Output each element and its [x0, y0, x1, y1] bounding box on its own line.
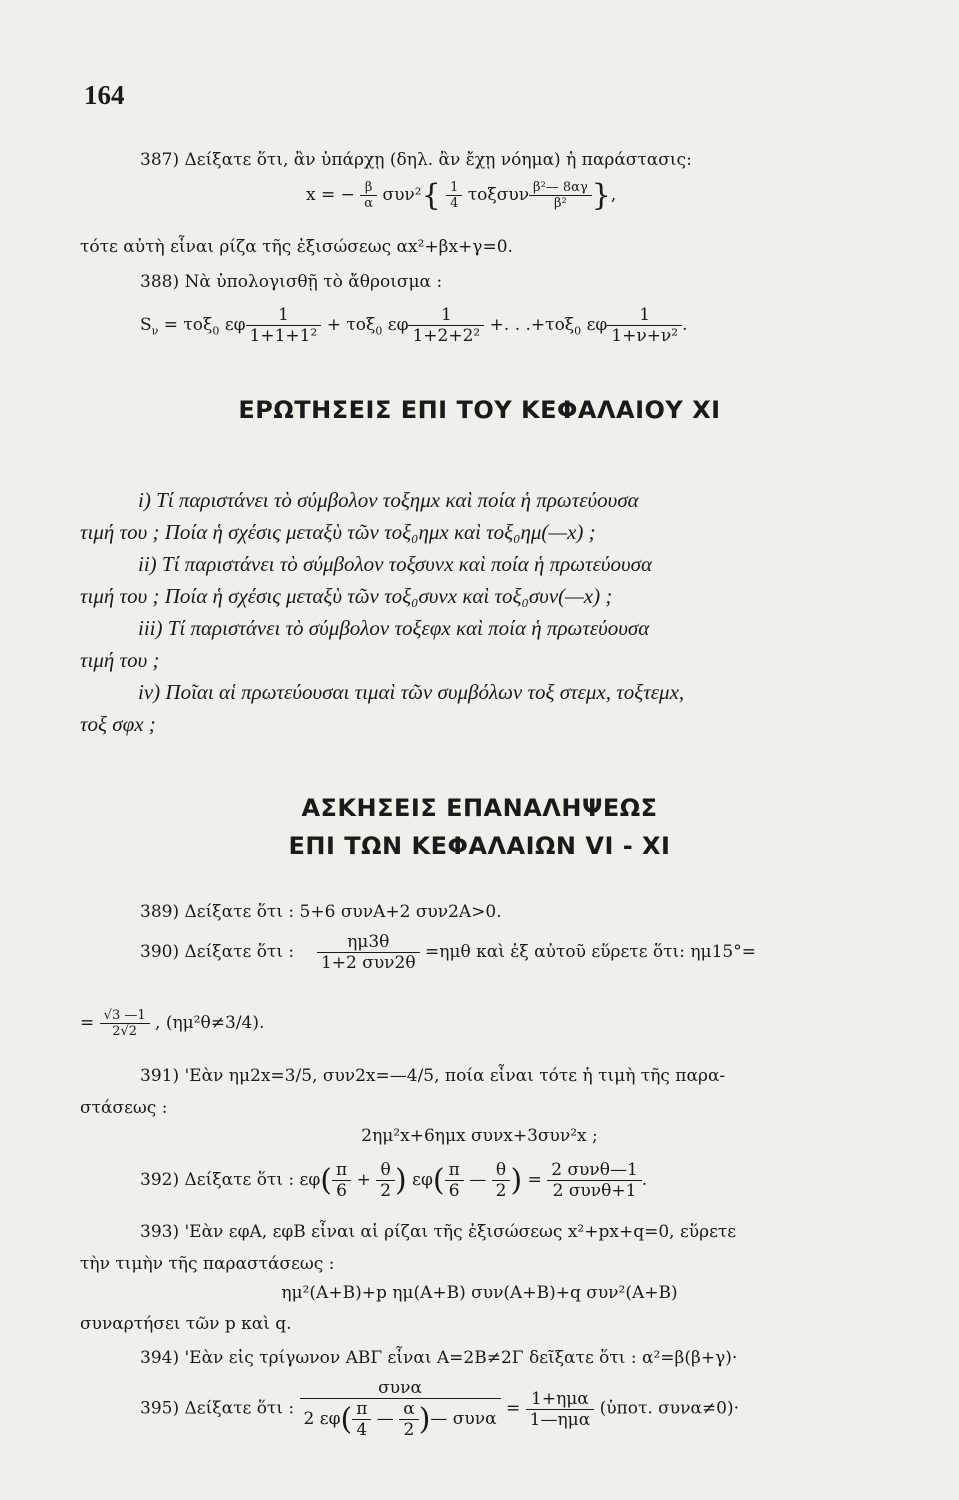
ef: εφ — [224, 315, 246, 335]
frac-den: 4 — [450, 196, 459, 211]
frac-num: ημ3θ — [317, 932, 420, 953]
frac-den: 1+ν+ν² — [611, 326, 679, 346]
frac-den: 6 — [448, 1181, 460, 1201]
lead: 395) Δείξατε ὅτι : — [140, 1398, 295, 1419]
zero-sub: 0 — [212, 324, 220, 338]
problem-391-line2: στάσεως : — [80, 1098, 168, 1118]
frac-den: 6 — [336, 1181, 347, 1201]
frac-den: 2√2 — [112, 1024, 138, 1039]
ef: εφ — [387, 315, 409, 335]
paren: ( — [432, 1163, 445, 1198]
frac-num: π — [445, 1160, 464, 1181]
left-brace: { — [421, 178, 441, 213]
lead: 392) Δείξατε ὅτι : εφ — [140, 1170, 321, 1190]
fraction-one-four — [446, 180, 462, 211]
question-line: τιμή του ; — [80, 648, 160, 672]
problem-388-intro: 388) Νὰ ὑπολογισθῇ τὸ ἄθροισμα : — [140, 272, 443, 292]
fraction-alpha-2 — [399, 1399, 418, 1440]
ef: εφ — [586, 315, 608, 335]
frac-den — [300, 1399, 501, 1440]
frac-num: π — [332, 1160, 351, 1181]
term-2-op: + τοξ — [326, 315, 376, 335]
question-line: iii) Τί παριστάνει τὸ σύμβολον τοξεφx καὶ ποία ἡ πρωτεύουσα — [138, 616, 650, 640]
minus: — — [469, 1170, 487, 1190]
frac-den: 2 — [380, 1181, 392, 1201]
question-line: ii) Τί παριστάνει τὸ σύμβολον τοξσυνx καὶ ποία ἡ πρωτεύουσα — [138, 552, 653, 576]
equals: = — [80, 1013, 95, 1033]
fraction-2 — [408, 305, 484, 346]
page-number: 164 — [84, 80, 125, 110]
problem-390-formula — [140, 932, 756, 973]
condition: , (ημ²θ≠3/4). — [155, 1013, 265, 1033]
frac-den: 2 συνθ+1 — [552, 1181, 637, 1201]
paren: ) — [510, 1163, 523, 1198]
problem-391-expr: 2ημ²x+6ημx συνx+3συν²x ; — [361, 1126, 598, 1146]
frac-den: β² — [554, 196, 567, 211]
question-line: τιμή του ; Ποία ἡ σχέσις μεταξὺ τῶν τοξ₀ημx καὶ τοξ₀ημ(—x) ; — [80, 520, 596, 544]
zero-sub: 0 — [375, 324, 383, 338]
ef: 2 εφ — [303, 1409, 341, 1429]
term-n-op: +. . .+τοξ — [489, 315, 575, 335]
sum-symbol: S — [140, 315, 152, 335]
frac-den: α — [364, 196, 374, 211]
syn-squared: συν² — [382, 185, 422, 205]
frac-num: 2 συνθ—1 — [547, 1160, 642, 1181]
question-line: τιμή του ; Ποία ἡ σχέσις μεταξὺ τῶν τοξ₀συνx καὶ τοξ₀συν(—x) ; — [80, 584, 613, 608]
frac-num: 1+ημα — [526, 1389, 595, 1410]
paren: ( — [340, 1402, 353, 1437]
problem-388-formula — [140, 305, 688, 346]
review-exercises-subheading: ΕΠΙ ΤΩΝ ΚΕΦΑΛΑΙΩΝ VI - XI — [288, 832, 671, 860]
fraction-pi-6 — [332, 1160, 351, 1201]
lead: 390) Δείξατε ὅτι : — [140, 942, 295, 962]
frac-num: θ — [376, 1160, 395, 1181]
ef: εφ — [412, 1170, 433, 1190]
fraction-result — [547, 1160, 642, 1201]
minus: — — [376, 1409, 394, 1429]
paren: ( — [320, 1163, 332, 1198]
frac-num: συνα — [300, 1378, 501, 1399]
problem-393-expr: ημ²(A+B)+p ημ(A+B) συν(A+B)+q συν²(A+B) — [281, 1283, 678, 1303]
problem-387-formula: x = − $\frac{\beta}{\alpha}$ συν²{ $\frac{1}{4}$ τοξσυν $\frac{\text{β²— 8αγ}}{\text{β²}}$ }, — [306, 178, 617, 213]
fraction-sin15 — [100, 1008, 150, 1039]
frac-num: 1 — [446, 180, 462, 196]
question-line: iv) Ποῖαι αἱ πρωτεύουσαι τιμαὶ τῶν συμβόλων τοξ στεμx, τοξτεμx, — [138, 680, 685, 704]
frac-num: α — [399, 1399, 418, 1420]
paren: ) — [395, 1163, 407, 1198]
right-brace: } — [591, 178, 611, 213]
frac-num: π — [352, 1399, 371, 1420]
fraction-left — [300, 1378, 501, 1440]
equals: = — [505, 1398, 521, 1419]
problem-394: 394) 'Εὰν εἰς τρίγωνον ΑΒΓ εἶναι Α=2Β≠2Γ δεῖξατε ὅτι : α²=β(β+γ)· — [140, 1348, 738, 1368]
problem-391-line1: 391) 'Εὰν ημ2x=3/5, συν2x=—4/5, ποία εἶναι τότε ἡ τιμὴ τῆς παρα- — [140, 1066, 726, 1086]
frac-den: 1+1+1² — [249, 326, 318, 346]
arccos: τοξσυν — [467, 185, 530, 205]
frac-den: 4 — [356, 1420, 368, 1440]
problem-393-line1: 393) 'Εὰν εφA, εφB εἶναι αἱ ρίζαι τῆς ἐξισώσεως x²+px+q=0, εὕρετε — [140, 1222, 737, 1242]
review-exercises-heading: ΑΣΚΗΣΕΙΣ ΕΠΑΝΑΛΗΨΕΩΣ — [301, 794, 658, 822]
plus: + — [356, 1170, 371, 1190]
problem-390-result — [80, 1008, 264, 1039]
frac-num: 1 — [607, 305, 682, 326]
frac-num: β²— 8αγ — [529, 180, 592, 196]
fraction-right — [526, 1389, 595, 1430]
frac-num: β — [360, 180, 377, 196]
problem-392-formula — [140, 1160, 647, 1201]
problem-395-formula — [140, 1378, 739, 1440]
period: . — [641, 1170, 648, 1190]
condition: (ὑποτ. συνα≠0)· — [599, 1398, 740, 1419]
sum-index: ν — [151, 324, 159, 338]
paren: ) — [418, 1402, 431, 1437]
minus-cos: — συνα — [430, 1409, 497, 1429]
frac-den: 1—ημα — [529, 1409, 591, 1430]
lhs: x = − — [306, 185, 355, 205]
frac-den: 2 — [403, 1420, 415, 1440]
fraction-beta-alpha — [360, 180, 377, 211]
frac-num: 1 — [408, 305, 484, 326]
frac-den: 2 — [495, 1181, 507, 1201]
fraction-theta-2 — [376, 1160, 395, 1201]
fraction-arg — [529, 180, 592, 211]
problem-393-line2: τὴν τιμὴν τῆς παραστάσεως : — [80, 1254, 335, 1274]
problem-389: 389) Δείξατε ὅτι : 5+6 συνA+2 συν2A>0. — [140, 902, 502, 922]
problem-387-tail: τότε αὐτὴ εἶναι ρίζα τῆς ἐξισώσεως αx²+βx+γ=0. — [80, 237, 513, 257]
term-1-op: = τοξ — [163, 315, 213, 335]
equals: = — [527, 1170, 542, 1190]
fraction-sin3 — [317, 932, 420, 973]
frac-den: 1+2+2² — [412, 326, 481, 346]
fraction-pi-4 — [352, 1399, 371, 1440]
period: . — [682, 315, 688, 335]
question-line: i) Τί παριστάνει τὸ σύμβολον τοξημx καὶ ποία ἡ πρωτεύουσα — [138, 488, 639, 512]
problem-393-line3: συναρτήσει τῶν p καὶ q. — [80, 1314, 292, 1334]
chapter-questions-heading: ΕΡΩΤΗΣΕΙΣ ΕΠΙ ΤΟΥ ΚΕΦΑΛΑΙΟΥ XI — [238, 396, 721, 424]
fraction-pi-6 — [445, 1160, 464, 1201]
problem-387-intro: 387) Δείξατε ὅτι, ἂν ὑπάρχῃ (δηλ. ἂν ἔχῃ νόημα) ἡ παράστασις: — [140, 150, 692, 170]
fraction-1 — [246, 305, 322, 346]
zero-sub: 0 — [574, 324, 582, 338]
fraction-n — [607, 305, 682, 346]
fraction-theta-2 — [492, 1160, 511, 1201]
question-line: τοξ σφx ; — [80, 712, 156, 736]
frac-den: 1+2 συν2θ — [320, 953, 416, 973]
frac-num: √3 —1 — [100, 1008, 150, 1024]
rest: =ημθ καὶ ἐξ αὐτοῦ εὕρετε ὅτι: ημ15°= — [424, 942, 756, 962]
frac-num: 1 — [246, 305, 322, 326]
frac-num: θ — [492, 1160, 511, 1181]
